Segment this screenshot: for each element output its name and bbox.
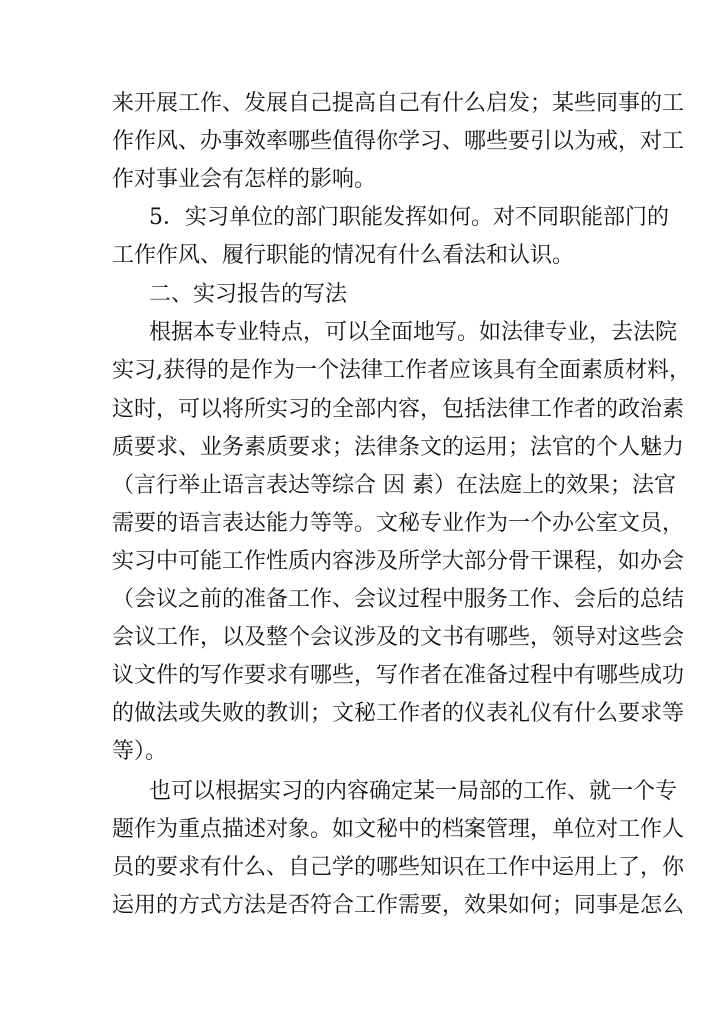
text-line-5: 工作作风、履行职能的情况有什么看法和认识。 bbox=[112, 243, 575, 268]
text-line-8: 实习,获得的是作为一个法律工作者应该具有全面素质材料， bbox=[112, 358, 691, 383]
text-line-14: （会议之前的准备工作、会议过程中服务工作、会后的总结 bbox=[112, 587, 685, 612]
text-line-13: 实习中可能工作性质内容涉及所学大部分骨干课程，如办会 bbox=[112, 549, 685, 574]
text-line-22: 运用的方式方法是否符合工作需要，效果如何；同事是怎么 bbox=[112, 893, 685, 918]
section-heading: 二、实习报告的写法 bbox=[149, 282, 348, 307]
text-line-19: 也可以根据实习的内容确定某一局部的工作、就一个专 bbox=[149, 779, 678, 804]
text-line-12: 需要的语言表达能力等等。文秘专业作为一个办公室文员， bbox=[112, 511, 685, 536]
text-line-15: 会议工作，以及整个会议涉及的文书有哪些，领导对这些会 bbox=[112, 625, 685, 650]
text-line-20: 题作为重点描述对象。如文秘中的档案管理，单位对工作人 bbox=[112, 817, 685, 842]
text-line-10: 质要求、业务素质要求；法律条文的运用；法官的个人魅力 bbox=[112, 435, 685, 460]
text-line-7: 根据本专业特点，可以全面地写。如法律专业，去法院 bbox=[149, 320, 678, 345]
text-line-4: 5．实习单位的部门职能发挥如何。对不同职能部门的 bbox=[149, 205, 669, 230]
text-line-1: 来开展工作、发展自己提高自己有什么启发；某些同事的工 bbox=[112, 91, 685, 116]
text-line-17: 的做法或失败的教训；文秘工作者的仪表礼仪有什么要求等 bbox=[112, 701, 685, 726]
text-line-2: 作作风、办事效率哪些值得你学习、哪些要引以为戒，对工 bbox=[112, 129, 685, 154]
text-line-16: 议文件的写作要求有哪些，写作者在准备过程中有哪些成功 bbox=[112, 663, 685, 688]
text-line-21: 员的要求有什么、自己学的哪些知识在工作中运用上了，你 bbox=[112, 855, 685, 880]
text-line-9: 这时，可以将所实习的全部内容，包括法律工作者的政治素 bbox=[112, 397, 685, 422]
text-line-11: （言行举止语言表达等综合 因 素）在法庭上的效果；法官 bbox=[112, 473, 676, 498]
text-line-18: 等）。 bbox=[112, 739, 168, 764]
text-line-3: 作对事业会有怎样的影响。 bbox=[112, 167, 377, 192]
